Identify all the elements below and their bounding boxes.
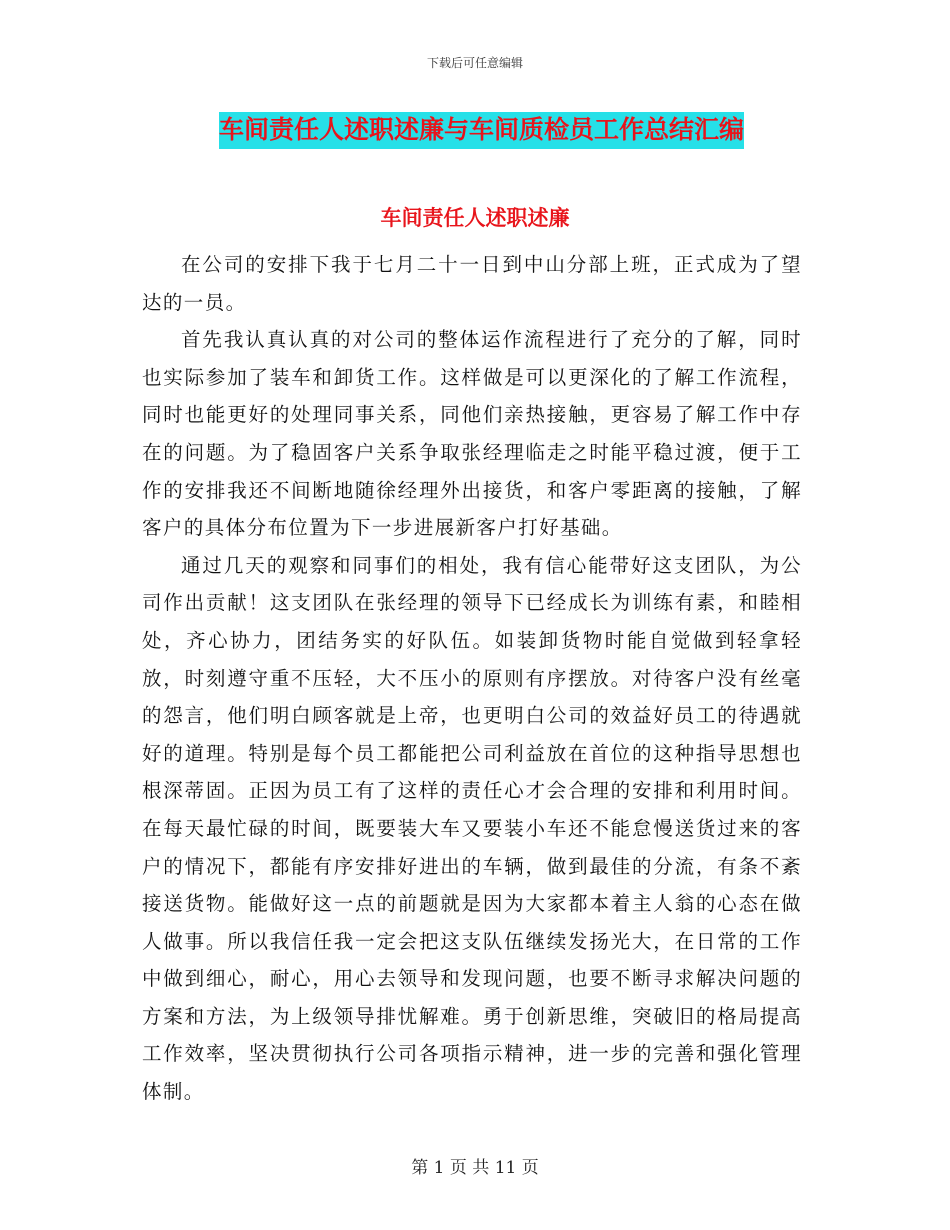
paragraph: 通过几天的观察和同事们的相处，我有信心能带好这支团队，为公司作出贡献！这支团队在张经理的领导下已经成长为训练有素，和睦相处，齐心协力，团结务实的好队伍。如装卸货物时能自觉做到轻拿轻放，时刻遵守重不压轻，大不压小的原则有序摆放。对待客户没有丝毫的怨言，他们明白顾客就是上帝，也更明白公司的效益好员工的待遇就好的道理。特别是每个员工都能把公司利益放在首位的这种指导思想也根深蒂固。正因为员工有了这样的责任心才会合理的安排和利用时间。在每天最忙碌的时间，既要装大车又要装小车还不能怠慢送货过来的客户的情况下，都能有序安排好进出的车辆，做到最佳的分流，有条不紊接送货物。能做好这一点的前题就是因为大家都本着主人翁的心态在做人做事。所以我信任我一定会把这支队伍继续发扬光大，在日常的工作中做到细心，耐心，用心去领导和发现问题，也要不断寻求解决问题的方案和方法，为上级领导排忧解难。勇于创新思维，突破旧的格局提高工作效率，坚决贯彻执行公司各项指示精神，进一步的完善和强化管理体制。	[142, 553, 802, 1104]
paragraph: 在公司的安排下我于七月二十一日到中山分部上班，正式成为了望达的一员。	[142, 253, 802, 314]
page-number-footer: 第 1 页 共 11 页	[411, 1158, 539, 1178]
paragraph: 首先我认真认真的对公司的整体运作流程进行了充分的了解，同时也实际参加了装车和卸货工作。这样做是可以更深化的了解工作流程，同时也能更好的处理同事关系，同他们亲热接触，更容易了解工作中存在的问题。为了稳固客户关系争取张经理临走之时能平稳过渡，便于工作的安排我还不间断地随徐经理外出接货，和客户零距离的接触，了解客户的具体分布位置为下一步进展新客户打好基础。	[142, 328, 802, 540]
header-note: 下载后可任意编辑	[426, 56, 523, 70]
section-title: 车间责任人述职述廉	[380, 205, 570, 230]
document-title: 车间责任人述职述廉与车间质检员工作总结汇编	[219, 112, 744, 149]
body-text	[142, 246, 802, 1111]
